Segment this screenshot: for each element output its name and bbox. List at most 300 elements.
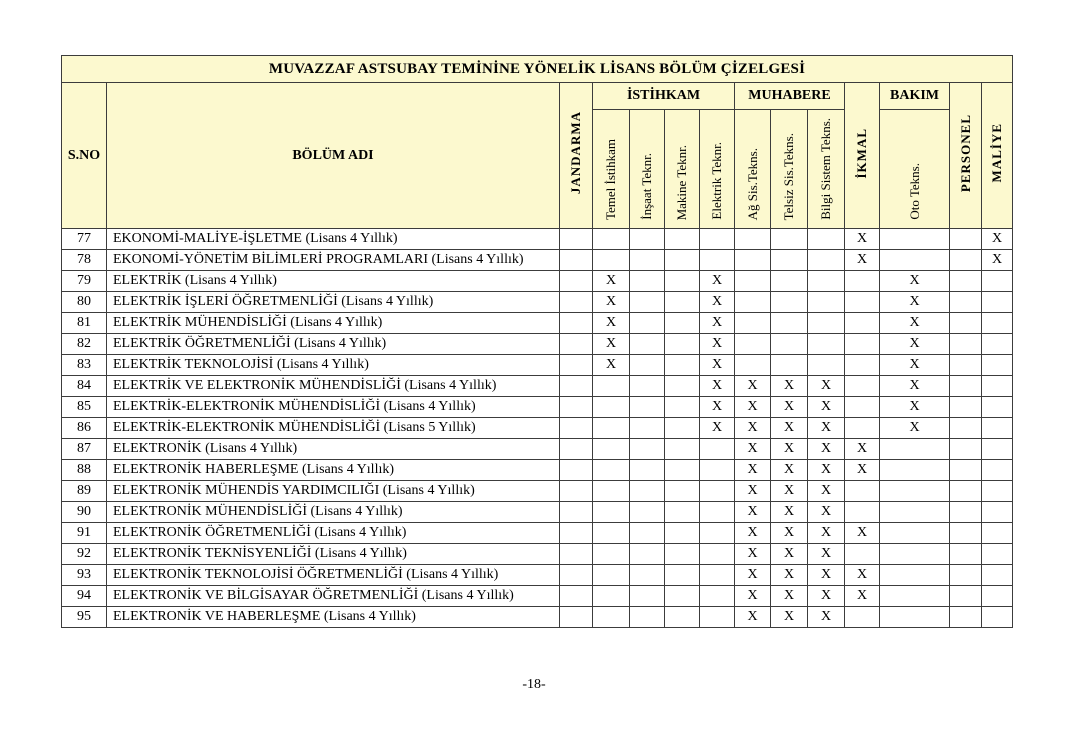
table-row xyxy=(62,523,1013,544)
mark-cell-ag-sis-tekns: X xyxy=(735,565,771,586)
mark-cell-jandarma xyxy=(560,418,593,439)
mark-cell-ag-sis-tekns xyxy=(735,250,771,271)
col-header-temel-istihkam xyxy=(593,110,630,229)
mark-cell-maliye xyxy=(982,355,1013,376)
program-name: ELEKTRONİK TEKNOLOJİSİ ÖĞRETMENLİĞİ (Lisans 4 Yıllık) xyxy=(107,565,560,586)
mark-cell-maliye xyxy=(982,586,1013,607)
col-header-oto-tekns xyxy=(880,110,950,229)
mark-cell-personel xyxy=(950,418,982,439)
table-row xyxy=(62,313,1013,334)
mark-cell-bilgi-sistem-tekns: X xyxy=(808,502,845,523)
mark-cell-makine-teknr xyxy=(665,439,700,460)
mark-cell-temel-istihkam xyxy=(593,439,630,460)
mark-cell-oto-tekns xyxy=(880,523,950,544)
mark-cell-makine-teknr xyxy=(665,355,700,376)
mark-cell-bilgi-sistem-tekns: X xyxy=(808,376,845,397)
mark-cell-bilgi-sistem-tekns: X xyxy=(808,418,845,439)
mark-cell-ag-sis-tekns: X xyxy=(735,376,771,397)
mark-cell-ikmal: X xyxy=(845,250,880,271)
row-number: 92 xyxy=(62,544,107,565)
program-name: ELEKTRONİK (Lisans 4 Yıllık) xyxy=(107,439,560,460)
lisans-bolum-table xyxy=(61,55,1013,628)
mark-cell-temel-istihkam xyxy=(593,523,630,544)
mark-cell-oto-tekns xyxy=(880,502,950,523)
mark-cell-jandarma xyxy=(560,397,593,418)
mark-cell-makine-teknr xyxy=(665,397,700,418)
mark-cell-ag-sis-tekns xyxy=(735,313,771,334)
mark-cell-bilgi-sistem-tekns: X xyxy=(808,586,845,607)
table-row xyxy=(62,460,1013,481)
mark-cell-jandarma xyxy=(560,292,593,313)
maliye-label: MALİYE xyxy=(989,123,1005,183)
mark-cell-elektrik-teknr xyxy=(700,586,735,607)
mark-cell-jandarma xyxy=(560,586,593,607)
table-row xyxy=(62,418,1013,439)
row-number: 89 xyxy=(62,481,107,502)
mark-cell-insaat-teknr xyxy=(630,544,665,565)
program-name: ELEKTRİK TEKNOLOJİSİ (Lisans 4 Yıllık) xyxy=(107,355,560,376)
mark-cell-personel xyxy=(950,376,982,397)
mark-cell-maliye xyxy=(982,544,1013,565)
mark-cell-temel-istihkam xyxy=(593,544,630,565)
mark-cell-temel-istihkam: X xyxy=(593,355,630,376)
mark-cell-ikmal: X xyxy=(845,565,880,586)
mark-cell-oto-tekns: X xyxy=(880,397,950,418)
col-header-bilgi-sistem-tekns xyxy=(808,110,845,229)
mark-cell-ag-sis-tekns: X xyxy=(735,607,771,628)
group-header-istihkam: İSTİHKAM xyxy=(593,83,735,110)
mark-cell-telsiz-sis-tekns xyxy=(771,292,808,313)
mark-cell-temel-istihkam: X xyxy=(593,334,630,355)
table-row xyxy=(62,292,1013,313)
mark-cell-ikmal: X xyxy=(845,523,880,544)
mark-cell-insaat-teknr xyxy=(630,481,665,502)
mark-cell-makine-teknr xyxy=(665,460,700,481)
table-row xyxy=(62,271,1013,292)
table-body xyxy=(62,229,1013,628)
mark-cell-jandarma xyxy=(560,313,593,334)
mark-cell-personel xyxy=(950,292,982,313)
col-header-maliye xyxy=(982,83,1013,229)
mark-cell-ikmal xyxy=(845,271,880,292)
mark-cell-temel-istihkam xyxy=(593,418,630,439)
mark-cell-insaat-teknr xyxy=(630,502,665,523)
title-row xyxy=(62,56,1013,83)
mark-cell-elektrik-teknr xyxy=(700,250,735,271)
table-row xyxy=(62,334,1013,355)
mark-cell-bilgi-sistem-tekns: X xyxy=(808,397,845,418)
mark-cell-ag-sis-tekns: X xyxy=(735,460,771,481)
mark-cell-telsiz-sis-tekns xyxy=(771,250,808,271)
mark-cell-insaat-teknr xyxy=(630,460,665,481)
mark-cell-temel-istihkam xyxy=(593,376,630,397)
table-row xyxy=(62,229,1013,250)
mark-cell-insaat-teknr xyxy=(630,607,665,628)
program-name: ELEKTRİK VE ELEKTRONİK MÜHENDİSLİĞİ (Lisans 4 Yıllık) xyxy=(107,376,560,397)
mark-cell-maliye xyxy=(982,376,1013,397)
mark-cell-personel xyxy=(950,271,982,292)
program-name: ELEKTRONİK HABERLEŞME (Lisans 4 Yıllık) xyxy=(107,460,560,481)
mark-cell-oto-tekns: X xyxy=(880,355,950,376)
row-number: 84 xyxy=(62,376,107,397)
mark-cell-jandarma xyxy=(560,376,593,397)
col-header-ag-sis-tekns xyxy=(735,110,771,229)
oto-tekns-label: Oto Tekns. xyxy=(906,163,922,220)
mark-cell-insaat-teknr xyxy=(630,376,665,397)
mark-cell-temel-istihkam xyxy=(593,607,630,628)
mark-cell-oto-tekns xyxy=(880,586,950,607)
mark-cell-temel-istihkam: X xyxy=(593,313,630,334)
col-header-sno: S.NO xyxy=(62,83,107,229)
mark-cell-ikmal xyxy=(845,544,880,565)
table-row xyxy=(62,481,1013,502)
col-header-makine-teknr xyxy=(665,110,700,229)
mark-cell-maliye xyxy=(982,565,1013,586)
mark-cell-jandarma xyxy=(560,229,593,250)
table-row xyxy=(62,355,1013,376)
mark-cell-ag-sis-tekns: X xyxy=(735,397,771,418)
jandarma-label: JANDARMA xyxy=(568,111,584,195)
row-number: 81 xyxy=(62,313,107,334)
mark-cell-oto-tekns xyxy=(880,481,950,502)
table-row xyxy=(62,397,1013,418)
mark-cell-telsiz-sis-tekns: X xyxy=(771,439,808,460)
mark-cell-maliye xyxy=(982,502,1013,523)
mark-cell-elektrik-teknr: X xyxy=(700,292,735,313)
mark-cell-personel xyxy=(950,250,982,271)
mark-cell-insaat-teknr xyxy=(630,292,665,313)
mark-cell-telsiz-sis-tekns: X xyxy=(771,460,808,481)
mark-cell-oto-tekns: X xyxy=(880,292,950,313)
mark-cell-personel xyxy=(950,565,982,586)
col-header-telsiz-sis-tekns xyxy=(771,110,808,229)
table-row xyxy=(62,439,1013,460)
program-name: ELEKTRİK-ELEKTRONİK MÜHENDİSLİĞİ (Lisans 5 Yıllık) xyxy=(107,418,560,439)
temel-istihkam-label: Temel İstihkam xyxy=(603,138,619,220)
row-number: 80 xyxy=(62,292,107,313)
mark-cell-insaat-teknr xyxy=(630,229,665,250)
mark-cell-elektrik-teknr xyxy=(700,544,735,565)
mark-cell-elektrik-teknr xyxy=(700,565,735,586)
program-name: ELEKTRONİK TEKNİSYENLİĞİ (Lisans 4 Yıllık) xyxy=(107,544,560,565)
mark-cell-ag-sis-tekns: X xyxy=(735,523,771,544)
mark-cell-personel xyxy=(950,607,982,628)
mark-cell-ikmal xyxy=(845,376,880,397)
mark-cell-makine-teknr xyxy=(665,586,700,607)
mark-cell-ag-sis-tekns: X xyxy=(735,544,771,565)
mark-cell-makine-teknr xyxy=(665,271,700,292)
mark-cell-bilgi-sistem-tekns: X xyxy=(808,607,845,628)
mark-cell-jandarma xyxy=(560,565,593,586)
mark-cell-makine-teknr xyxy=(665,292,700,313)
mark-cell-temel-istihkam xyxy=(593,397,630,418)
mark-cell-maliye xyxy=(982,607,1013,628)
mark-cell-ag-sis-tekns xyxy=(735,292,771,313)
mark-cell-ag-sis-tekns xyxy=(735,271,771,292)
row-number: 93 xyxy=(62,565,107,586)
program-name: ELEKTRİK ÖĞRETMENLİĞİ (Lisans 4 Yıllık) xyxy=(107,334,560,355)
program-name: ELEKTRONİK MÜHENDİS YARDIMCILIĞI (Lisans 4 Yıllık) xyxy=(107,481,560,502)
mark-cell-ikmal xyxy=(845,481,880,502)
mark-cell-makine-teknr xyxy=(665,544,700,565)
mark-cell-bilgi-sistem-tekns: X xyxy=(808,460,845,481)
mark-cell-elektrik-teknr xyxy=(700,523,735,544)
telsiz-sis-tekns-label: Telsiz Sis.Tekns. xyxy=(781,132,797,220)
mark-cell-ikmal xyxy=(845,355,880,376)
mark-cell-jandarma xyxy=(560,250,593,271)
mark-cell-makine-teknr xyxy=(665,502,700,523)
mark-cell-jandarma xyxy=(560,460,593,481)
mark-cell-insaat-teknr xyxy=(630,523,665,544)
mark-cell-bilgi-sistem-tekns xyxy=(808,271,845,292)
mark-cell-ikmal xyxy=(845,607,880,628)
mark-cell-elektrik-teknr: X xyxy=(700,334,735,355)
mark-cell-bilgi-sistem-tekns: X xyxy=(808,523,845,544)
col-header-elektrik-teknr xyxy=(700,110,735,229)
mark-cell-jandarma xyxy=(560,439,593,460)
mark-cell-oto-tekns xyxy=(880,250,950,271)
mark-cell-insaat-teknr xyxy=(630,565,665,586)
row-number: 78 xyxy=(62,250,107,271)
mark-cell-jandarma xyxy=(560,607,593,628)
mark-cell-ikmal xyxy=(845,334,880,355)
mark-cell-ag-sis-tekns: X xyxy=(735,586,771,607)
mark-cell-makine-teknr xyxy=(665,229,700,250)
table-row xyxy=(62,607,1013,628)
mark-cell-temel-istihkam xyxy=(593,250,630,271)
mark-cell-insaat-teknr xyxy=(630,250,665,271)
mark-cell-makine-teknr xyxy=(665,523,700,544)
mark-cell-elektrik-teknr xyxy=(700,607,735,628)
row-number: 79 xyxy=(62,271,107,292)
col-header-bolum-adi: BÖLÜM ADI xyxy=(107,83,560,229)
mark-cell-oto-tekns xyxy=(880,460,950,481)
mark-cell-personel xyxy=(950,502,982,523)
mark-cell-ag-sis-tekns: X xyxy=(735,502,771,523)
mark-cell-bilgi-sistem-tekns xyxy=(808,229,845,250)
row-number: 86 xyxy=(62,418,107,439)
table-title: MUVAZZAF ASTSUBAY TEMİNİNE YÖNELİK LİSANS BÖLÜM ÇİZELGESİ xyxy=(62,56,1013,83)
mark-cell-ikmal xyxy=(845,313,880,334)
mark-cell-oto-tekns xyxy=(880,229,950,250)
mark-cell-makine-teknr xyxy=(665,250,700,271)
table-row xyxy=(62,502,1013,523)
mark-cell-telsiz-sis-tekns: X xyxy=(771,544,808,565)
program-name: ELEKTRONİK MÜHENDİSLİĞİ (Lisans 4 Yıllık) xyxy=(107,502,560,523)
mark-cell-oto-tekns xyxy=(880,544,950,565)
group-header-bakim: BAKIM xyxy=(880,83,950,110)
table-row xyxy=(62,586,1013,607)
mark-cell-insaat-teknr xyxy=(630,313,665,334)
group-header-muhabere: MUHABERE xyxy=(735,83,845,110)
mark-cell-telsiz-sis-tekns: X xyxy=(771,376,808,397)
mark-cell-ikmal: X xyxy=(845,439,880,460)
mark-cell-jandarma xyxy=(560,502,593,523)
mark-cell-ag-sis-tekns xyxy=(735,355,771,376)
mark-cell-personel xyxy=(950,460,982,481)
mark-cell-jandarma xyxy=(560,544,593,565)
mark-cell-bilgi-sistem-tekns: X xyxy=(808,565,845,586)
mark-cell-telsiz-sis-tekns: X xyxy=(771,565,808,586)
mark-cell-jandarma xyxy=(560,334,593,355)
mark-cell-oto-tekns: X xyxy=(880,376,950,397)
mark-cell-ikmal xyxy=(845,397,880,418)
mark-cell-ikmal: X xyxy=(845,460,880,481)
mark-cell-personel xyxy=(950,229,982,250)
mark-cell-elektrik-teknr: X xyxy=(700,376,735,397)
makine-teknr-label: Makine Teknr. xyxy=(674,144,690,220)
mark-cell-bilgi-sistem-tekns: X xyxy=(808,439,845,460)
elektrik-teknr-label: Elektrik Teknr. xyxy=(709,142,725,220)
mark-cell-insaat-teknr xyxy=(630,439,665,460)
mark-cell-oto-tekns: X xyxy=(880,271,950,292)
col-header-personel xyxy=(950,83,982,229)
program-name: EKONOMİ-MALİYE-İŞLETME (Lisans 4 Yıllık) xyxy=(107,229,560,250)
mark-cell-telsiz-sis-tekns: X xyxy=(771,397,808,418)
mark-cell-telsiz-sis-tekns: X xyxy=(771,607,808,628)
mark-cell-telsiz-sis-tekns: X xyxy=(771,418,808,439)
mark-cell-bilgi-sistem-tekns xyxy=(808,313,845,334)
mark-cell-temel-istihkam: X xyxy=(593,292,630,313)
ag-sis-tekns-label: Ağ Sis.Tekns. xyxy=(744,147,760,220)
mark-cell-maliye: X xyxy=(982,229,1013,250)
mark-cell-temel-istihkam xyxy=(593,586,630,607)
ikmal-label: İKMAL xyxy=(854,127,870,179)
mark-cell-maliye xyxy=(982,481,1013,502)
mark-cell-makine-teknr xyxy=(665,607,700,628)
mark-cell-maliye xyxy=(982,418,1013,439)
row-number: 85 xyxy=(62,397,107,418)
program-name: EKONOMİ-YÖNETİM BİLİMLERİ PROGRAMLARI (Lisans 4 Yıllık) xyxy=(107,250,560,271)
mark-cell-makine-teknr xyxy=(665,376,700,397)
mark-cell-maliye xyxy=(982,292,1013,313)
row-number: 82 xyxy=(62,334,107,355)
mark-cell-bilgi-sistem-tekns xyxy=(808,292,845,313)
mark-cell-oto-tekns: X xyxy=(880,418,950,439)
mark-cell-telsiz-sis-tekns: X xyxy=(771,481,808,502)
mark-cell-ikmal: X xyxy=(845,586,880,607)
mark-cell-personel xyxy=(950,544,982,565)
mark-cell-oto-tekns xyxy=(880,439,950,460)
program-name: ELEKTRİK MÜHENDİSLİĞİ (Lisans 4 Yıllık) xyxy=(107,313,560,334)
mark-cell-elektrik-teknr xyxy=(700,439,735,460)
mark-cell-personel xyxy=(950,397,982,418)
row-number: 91 xyxy=(62,523,107,544)
mark-cell-elektrik-teknr xyxy=(700,481,735,502)
mark-cell-oto-tekns: X xyxy=(880,334,950,355)
mark-cell-jandarma xyxy=(560,481,593,502)
mark-cell-maliye xyxy=(982,397,1013,418)
mark-cell-personel xyxy=(950,481,982,502)
table-row xyxy=(62,565,1013,586)
row-number: 87 xyxy=(62,439,107,460)
mark-cell-elektrik-teknr: X xyxy=(700,355,735,376)
mark-cell-makine-teknr xyxy=(665,313,700,334)
mark-cell-temel-istihkam xyxy=(593,502,630,523)
col-header-ikmal xyxy=(845,83,880,229)
mark-cell-elektrik-teknr xyxy=(700,229,735,250)
mark-cell-ag-sis-tekns xyxy=(735,229,771,250)
mark-cell-telsiz-sis-tekns xyxy=(771,271,808,292)
page-number: -18- xyxy=(522,677,546,692)
mark-cell-makine-teknr xyxy=(665,481,700,502)
mark-cell-personel xyxy=(950,355,982,376)
mark-cell-personel xyxy=(950,334,982,355)
mark-cell-bilgi-sistem-tekns xyxy=(808,334,845,355)
row-number: 95 xyxy=(62,607,107,628)
bilgi-sistem-tekns-label: Bilgi Sistem Tekns. xyxy=(818,118,834,220)
mark-cell-insaat-teknr xyxy=(630,271,665,292)
mark-cell-telsiz-sis-tekns: X xyxy=(771,523,808,544)
mark-cell-personel xyxy=(950,313,982,334)
table-row xyxy=(62,544,1013,565)
row-number: 83 xyxy=(62,355,107,376)
program-name: ELEKTRONİK ÖĞRETMENLİĞİ (Lisans 4 Yıllık) xyxy=(107,523,560,544)
insaat-teknr-label: İnşaat Teknr. xyxy=(639,153,655,220)
mark-cell-elektrik-teknr xyxy=(700,502,735,523)
row-number: 90 xyxy=(62,502,107,523)
program-name: ELEKTRİK-ELEKTRONİK MÜHENDİSLİĞİ (Lisans 4 Yıllık) xyxy=(107,397,560,418)
mark-cell-telsiz-sis-tekns xyxy=(771,334,808,355)
mark-cell-bilgi-sistem-tekns xyxy=(808,355,845,376)
mark-cell-bilgi-sistem-tekns xyxy=(808,250,845,271)
program-name: ELEKTRİK İŞLERİ ÖĞRETMENLİĞİ (Lisans 4 Yıllık) xyxy=(107,292,560,313)
mark-cell-temel-istihkam xyxy=(593,229,630,250)
mark-cell-elektrik-teknr: X xyxy=(700,271,735,292)
mark-cell-insaat-teknr xyxy=(630,397,665,418)
mark-cell-telsiz-sis-tekns xyxy=(771,313,808,334)
mark-cell-maliye xyxy=(982,313,1013,334)
mark-cell-temel-istihkam xyxy=(593,565,630,586)
mark-cell-elektrik-teknr: X xyxy=(700,313,735,334)
mark-cell-elektrik-teknr: X xyxy=(700,418,735,439)
mark-cell-ag-sis-tekns xyxy=(735,334,771,355)
mark-cell-ikmal xyxy=(845,502,880,523)
mark-cell-jandarma xyxy=(560,355,593,376)
mark-cell-bilgi-sistem-tekns: X xyxy=(808,544,845,565)
mark-cell-ag-sis-tekns: X xyxy=(735,418,771,439)
table-row xyxy=(62,376,1013,397)
mark-cell-makine-teknr xyxy=(665,565,700,586)
mark-cell-telsiz-sis-tekns xyxy=(771,355,808,376)
row-number: 77 xyxy=(62,229,107,250)
row-number: 94 xyxy=(62,586,107,607)
mark-cell-insaat-teknr xyxy=(630,586,665,607)
mark-cell-insaat-teknr xyxy=(630,334,665,355)
mark-cell-oto-tekns xyxy=(880,565,950,586)
mark-cell-maliye xyxy=(982,271,1013,292)
mark-cell-makine-teknr xyxy=(665,334,700,355)
personel-label: PERSONEL xyxy=(957,113,973,193)
mark-cell-maliye xyxy=(982,334,1013,355)
mark-cell-elektrik-teknr: X xyxy=(700,397,735,418)
mark-cell-personel xyxy=(950,586,982,607)
mark-cell-ikmal xyxy=(845,292,880,313)
mark-cell-telsiz-sis-tekns xyxy=(771,229,808,250)
mark-cell-maliye: X xyxy=(982,250,1013,271)
mark-cell-telsiz-sis-tekns: X xyxy=(771,502,808,523)
mark-cell-elektrik-teknr xyxy=(700,460,735,481)
mark-cell-bilgi-sistem-tekns: X xyxy=(808,481,845,502)
mark-cell-maliye xyxy=(982,439,1013,460)
mark-cell-makine-teknr xyxy=(665,418,700,439)
mark-cell-maliye xyxy=(982,523,1013,544)
mark-cell-ag-sis-tekns: X xyxy=(735,481,771,502)
program-name: ELEKTRİK (Lisans 4 Yıllık) xyxy=(107,271,560,292)
mark-cell-ag-sis-tekns: X xyxy=(735,439,771,460)
header-group-row xyxy=(62,83,1013,110)
mark-cell-insaat-teknr xyxy=(630,418,665,439)
